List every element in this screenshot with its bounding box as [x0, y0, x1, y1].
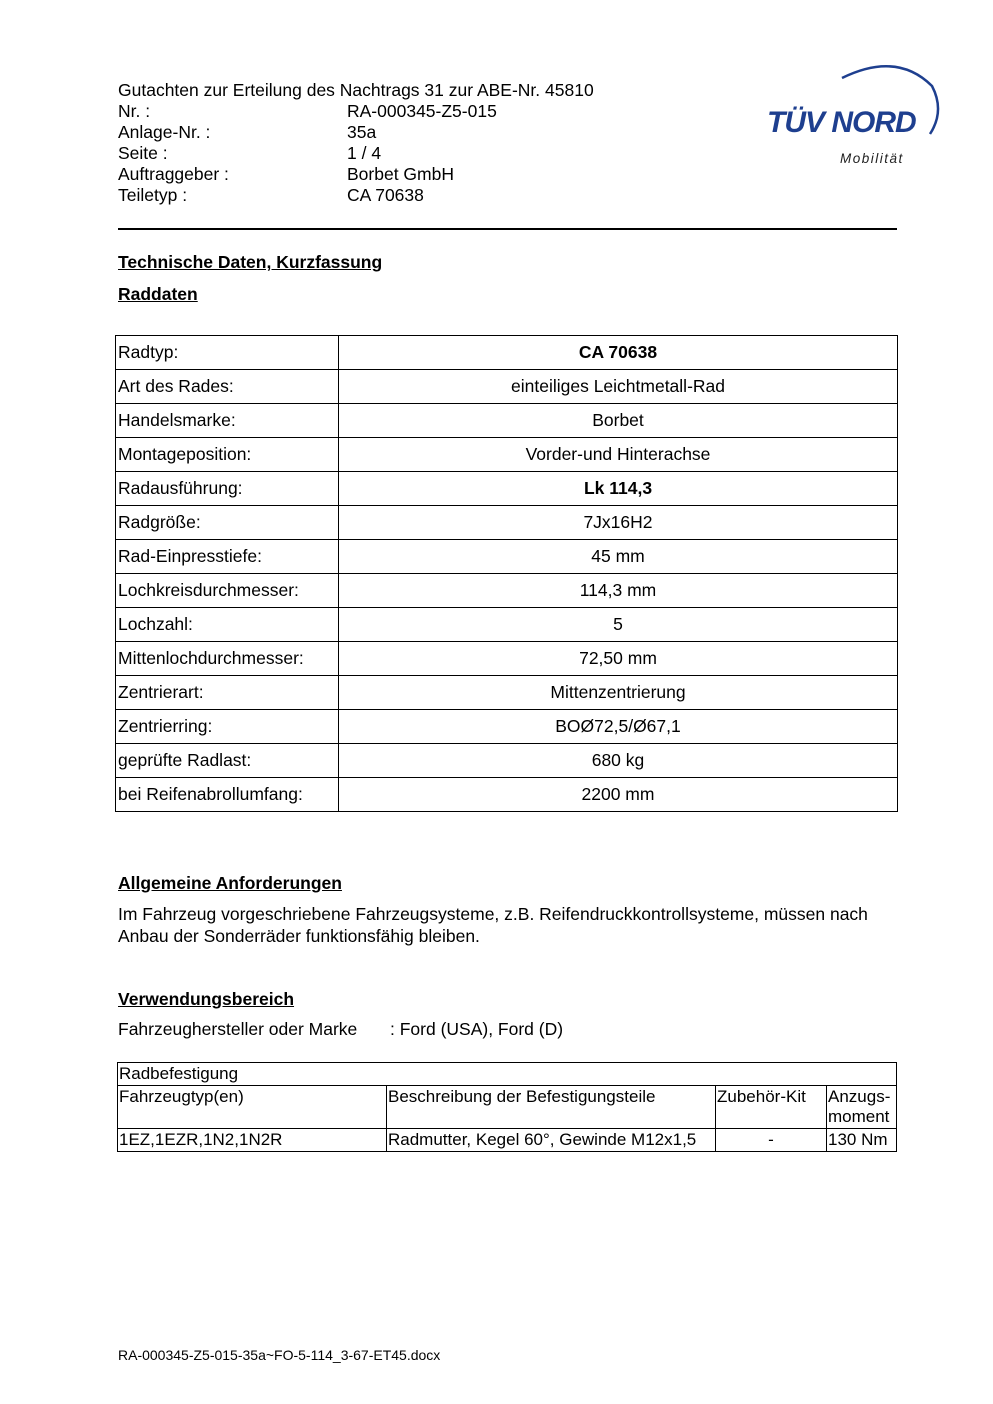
- row-value: Vorder-und Hinterachse: [339, 438, 898, 472]
- table-cell: 1EZ,1EZR,1N2,1N2R: [118, 1129, 387, 1152]
- row-value: 72,50 mm: [339, 642, 898, 676]
- header-field-seite: [118, 143, 497, 164]
- row-value: 114,3 mm: [339, 574, 898, 608]
- row-value: Mittenzentrierung: [339, 676, 898, 710]
- table-caption-row: [118, 1063, 897, 1086]
- table-row: [116, 744, 898, 778]
- header-field-value: Borbet GmbH: [347, 164, 454, 184]
- heading-usage: Verwendungsbereich: [118, 989, 295, 1009]
- row-value: einteiliges Leichtmetall-Rad: [339, 370, 898, 404]
- table-row: [116, 472, 898, 506]
- heading-technical: Technische Daten, Kurzfassung: [118, 252, 383, 272]
- vehicle-maker-line: [118, 1019, 563, 1040]
- requirements-text: Im Fahrzeug vorgeschriebene Fahrzeugsysteme, z.B. Reifendruckkontrollsysteme, müssen nach Anbau der Sonderräder funktionsfähig bleiben.: [118, 904, 868, 946]
- header-field-anlage: [118, 122, 497, 143]
- table-row: [116, 370, 898, 404]
- wheel-fixing-table: [117, 1062, 897, 1152]
- row-value: 7Jx16H2: [339, 506, 898, 540]
- row-value: Lk 114,3: [339, 472, 898, 506]
- table-header-row: [118, 1086, 897, 1129]
- header-field-key: Nr. :: [118, 101, 151, 121]
- row-value: CA 70638: [339, 336, 898, 370]
- logo-subtitle: Mobilität: [840, 151, 904, 166]
- table-cell: -: [716, 1129, 827, 1152]
- table-cell: Radmutter, Kegel 60°, Gewinde M12x1,5: [387, 1129, 716, 1152]
- table-cell: 130 Nm: [827, 1129, 897, 1152]
- row-label: Art des Rades:: [116, 370, 339, 404]
- header-field-value: CA 70638: [347, 185, 424, 205]
- heading-raddaten: Raddaten: [118, 284, 198, 304]
- header-field-key: Teiletyp :: [118, 185, 188, 205]
- row-label: Lochzahl:: [116, 608, 339, 642]
- table-row: [116, 778, 898, 812]
- row-value: 5: [339, 608, 898, 642]
- header-field-teiletyp: [118, 185, 497, 206]
- document-filename-footer: RA-000345-Z5-015-35a~FO-5-114_3-67-ET45.docx: [118, 1347, 441, 1363]
- row-label: Radtyp:: [116, 336, 339, 370]
- row-label: Zentrierart:: [116, 676, 339, 710]
- column-header: Fahrzeugtyp(en): [118, 1086, 387, 1129]
- vehicle-maker-value: : Ford (USA), Ford (D): [390, 1019, 564, 1039]
- row-label: bei Reifenabrollumfang:: [116, 778, 339, 812]
- wheel-data-table: [115, 335, 898, 812]
- table-row: [116, 336, 898, 370]
- table-row: [116, 404, 898, 438]
- tuv-nord-logo: [762, 56, 942, 174]
- header-field-value: RA-000345-Z5-015: [347, 101, 497, 121]
- row-label: Rad-Einpresstiefe:: [116, 540, 339, 574]
- header-field-nr: [118, 101, 497, 122]
- row-label: Handelsmarke:: [116, 404, 339, 438]
- header-divider: [118, 228, 897, 230]
- column-header: Zubehör-Kit: [716, 1086, 827, 1129]
- row-value: 680 kg: [339, 744, 898, 778]
- header-field-auftraggeber: [118, 164, 497, 185]
- row-label: Lochkreisdurchmesser:: [116, 574, 339, 608]
- header-fields: [118, 101, 497, 206]
- header-field-key: Seite :: [118, 143, 168, 163]
- row-label: Mittenlochdurchmesser:: [116, 642, 339, 676]
- row-label: Zentrierring:: [116, 710, 339, 744]
- table-row: [116, 506, 898, 540]
- row-value: 45 mm: [339, 540, 898, 574]
- header-field-key: Auftraggeber :: [118, 164, 229, 184]
- column-header: Beschreibung der Befestigungsteile: [387, 1086, 716, 1129]
- table-row: [116, 574, 898, 608]
- header-field-value: 35a: [347, 122, 377, 142]
- table-row: [116, 438, 898, 472]
- heading-requirements: Allgemeine Anforderungen: [118, 873, 342, 893]
- column-header: Anzugs-moment: [827, 1086, 897, 1129]
- table-row: [116, 540, 898, 574]
- header-field-key: Anlage-Nr. :: [118, 122, 211, 142]
- row-label: Radausführung:: [116, 472, 339, 506]
- row-label: Montageposition:: [116, 438, 339, 472]
- vehicle-maker-label: Fahrzeughersteller oder Marke: [118, 1019, 358, 1039]
- logo-wordmark: TÜV NORD: [767, 106, 916, 139]
- row-value: 2200 mm: [339, 778, 898, 812]
- table-row: [116, 710, 898, 744]
- table-row: [116, 642, 898, 676]
- header-field-value: 1 / 4: [347, 143, 382, 163]
- table-row: [118, 1129, 897, 1152]
- table-caption: Radbefestigung: [118, 1063, 897, 1086]
- document-title: Gutachten zur Erteilung des Nachtrags 31 zur ABE-Nr. 45810: [118, 80, 594, 100]
- row-label: Radgröße:: [116, 506, 339, 540]
- table-row: [116, 608, 898, 642]
- row-value: Borbet: [339, 404, 898, 438]
- row-value: BOØ72,5/Ø67,1: [339, 710, 898, 744]
- table-row: [116, 676, 898, 710]
- row-label: geprüfte Radlast:: [116, 744, 339, 778]
